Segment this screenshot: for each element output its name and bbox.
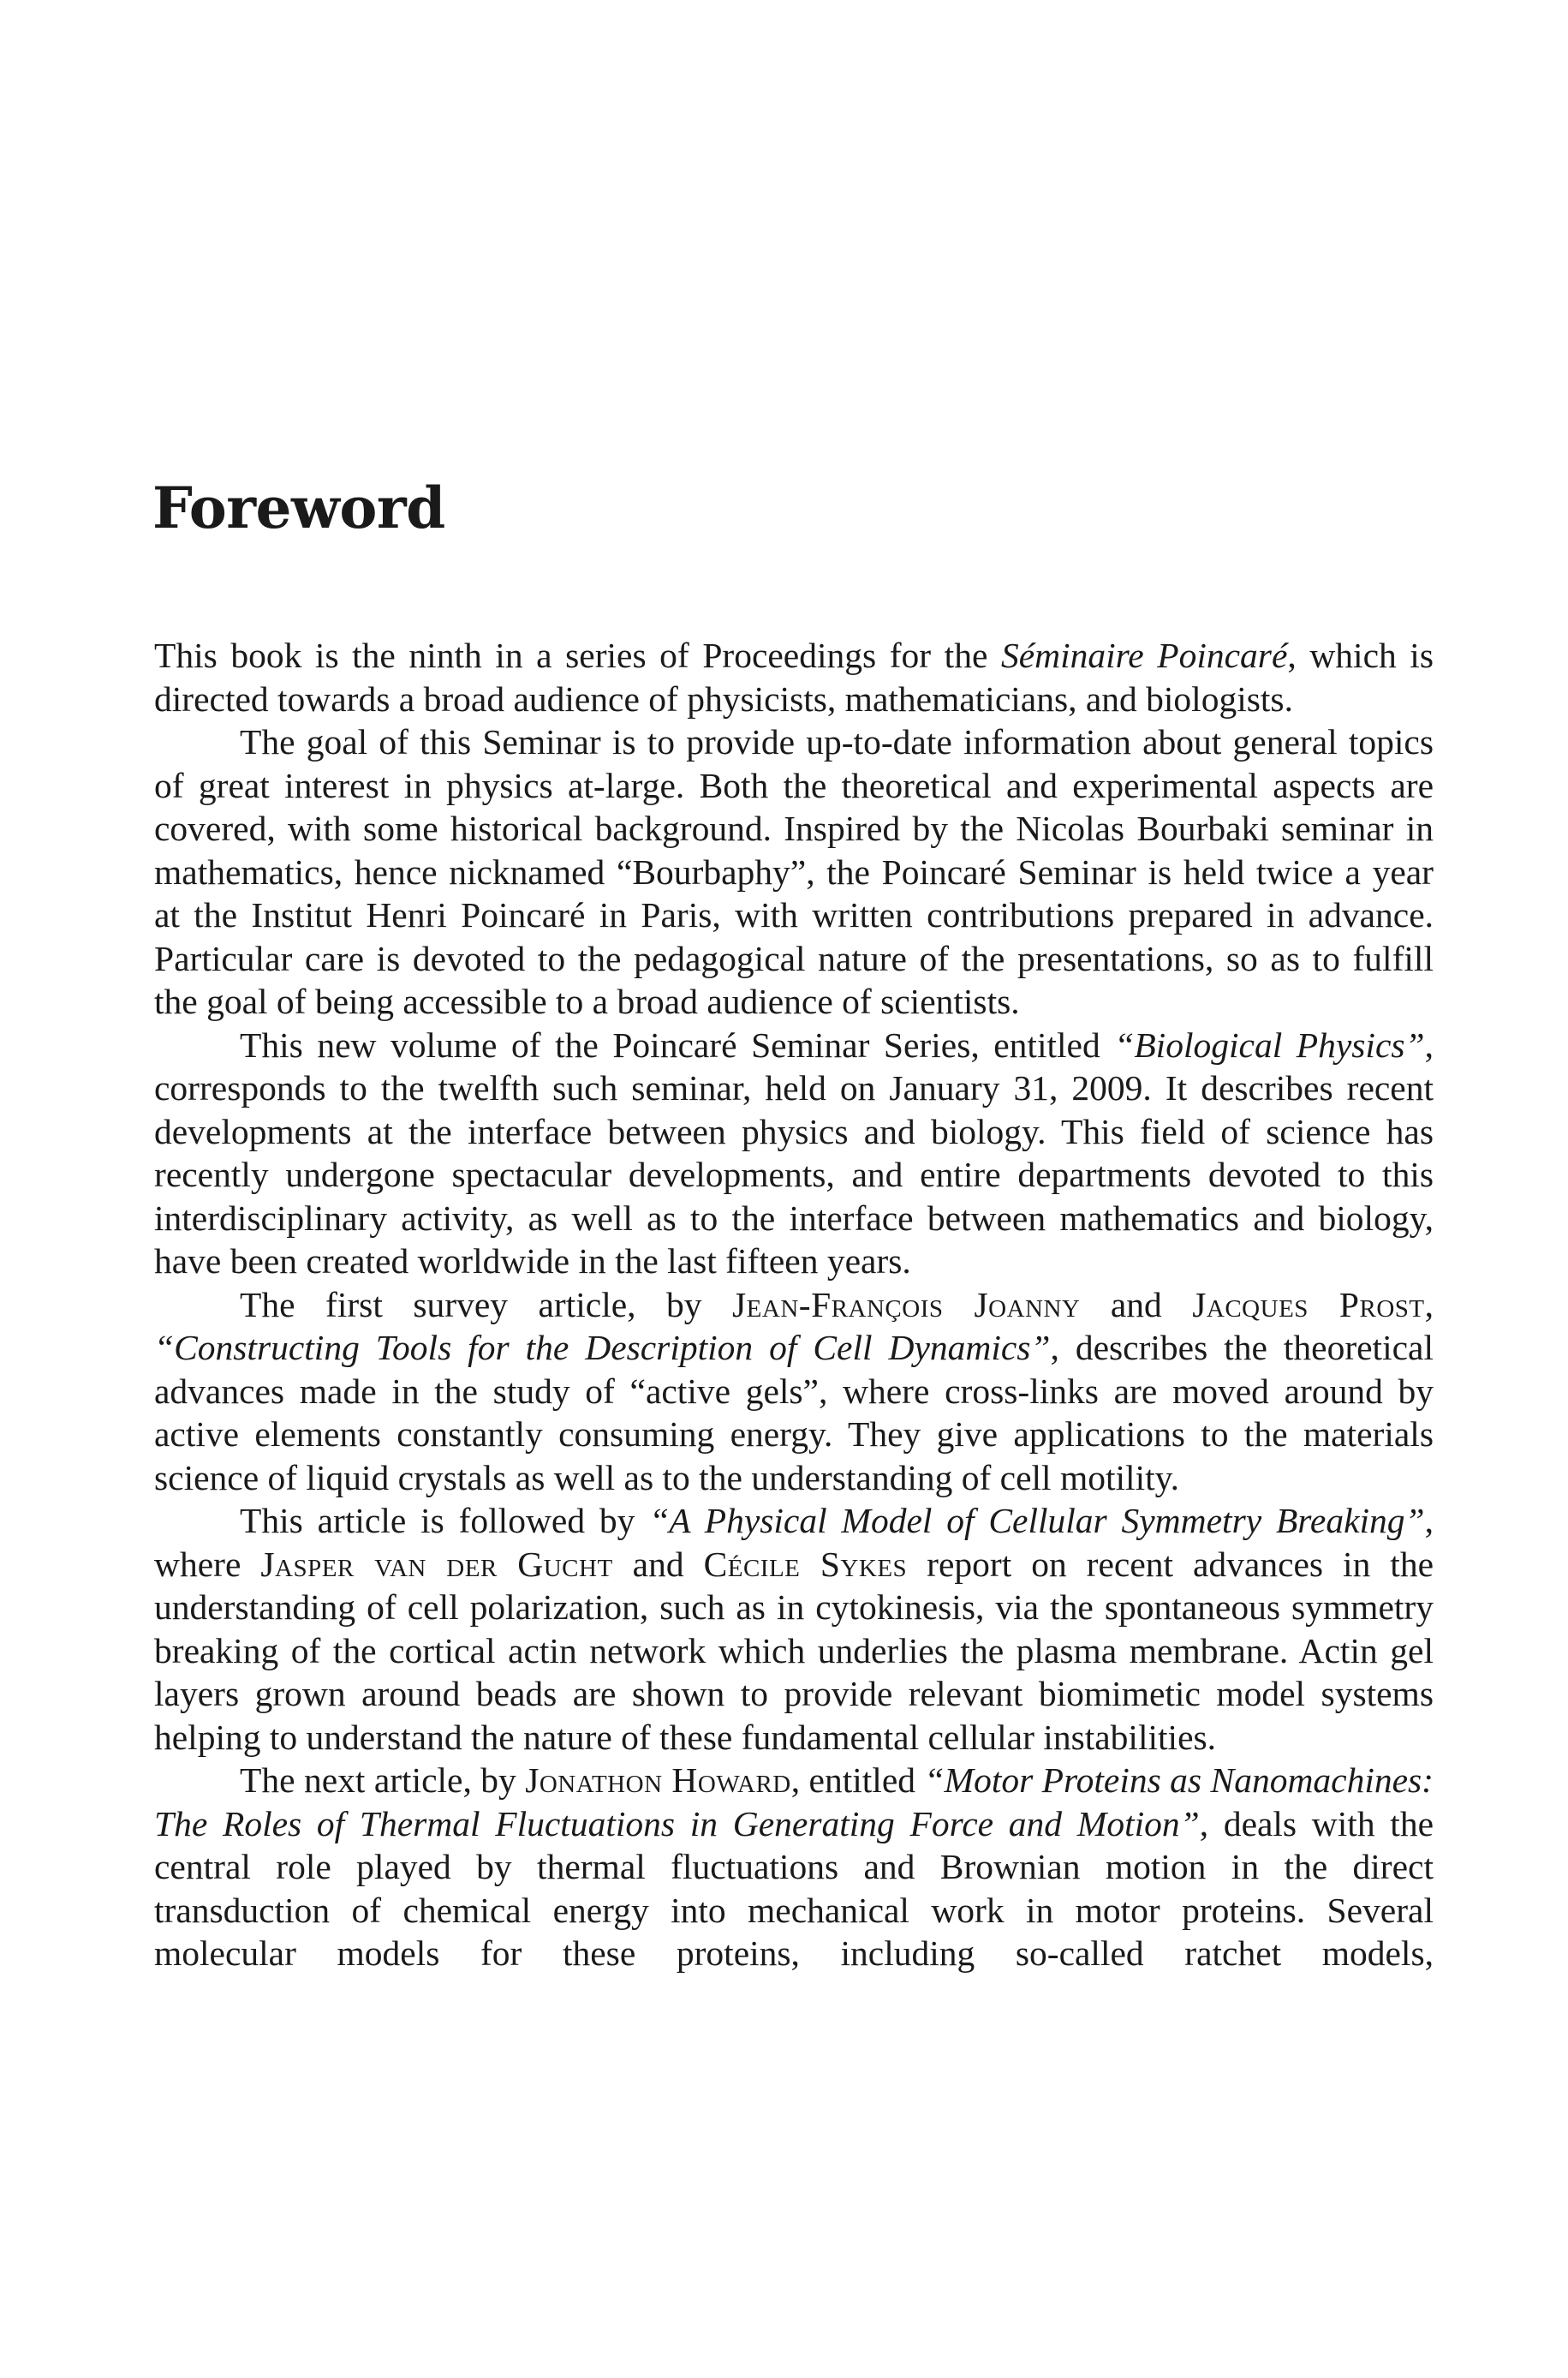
p5-text-3: and: [612, 1544, 704, 1584]
p6-text-1: The next article, by: [240, 1760, 526, 1800]
p5-text-1: This article is followed by: [240, 1501, 650, 1540]
p4-text-2: and: [1080, 1284, 1193, 1324]
p3-volume-title: “Biological Physics”: [1114, 1025, 1425, 1065]
p4-text-3: ,: [1424, 1284, 1434, 1324]
p5-article-title: “A Physical Model of Cellular Symmetry Breaking”: [649, 1501, 1425, 1540]
p3-text-2: , corresponds to the twelfth such seminar, held on January 31, 2009. It describes recent developments at the interface between physics and biology. This field of science has recently undergone spectacular developments, and entire departments devoted to this interdisciplinary activity, as well as to the interface between mathematics and biology, have been created worldwide in the last fifteen years.: [154, 1025, 1434, 1281]
p6-article-title: “Motor Proteins as Nanomachines: The Roles of Thermal Fluctuations in Generating Force and Motion”: [154, 1760, 1434, 1843]
p4-author-2: Jacques Prost: [1192, 1284, 1425, 1324]
paragraph-6: [154, 1759, 1434, 1975]
paragraph-2: [154, 720, 1434, 1024]
foreword-body: [154, 634, 1434, 1975]
p1-seminar-name: Séminaire Poincaré: [1000, 636, 1288, 675]
p4-author-1: Jean-François Joanny: [732, 1284, 1081, 1324]
p6-author-1: Jonathon Howard: [525, 1760, 791, 1800]
p5-text-4: report on recent advances in the understanding of cell polarization, such as in cytokinesis, via the spontaneous symmetry breaking of the cortical actin network which underlies the plasma membrane. Actin gel layers grown around beads are shown to provide relevant biomimetic model systems helping to understand the nature of these fundamental cellular instabilities.: [154, 1544, 1434, 1757]
p5-author-1: Jasper van der Gucht: [260, 1544, 613, 1584]
paragraph-3: [154, 1024, 1434, 1283]
p5-text-2: , where: [154, 1501, 1434, 1584]
p4-text-4: , describes the theoretical advances made in the study of “active gels”, where cross-links are moved around by active elements constantly consuming energy. They give applications to the materials science of liquid crystals as well as to the understanding of cell motility.: [154, 1328, 1434, 1497]
p2-text-1: The goal of this Seminar is to provide up-to-date information about general topics of great interest in physics at-large. Both the theoretical and experimental aspects are covered, with some historical background. Inspired by the Nicolas Bourbaki seminar in mathematics, hence nicknamed “Bourbaphy”, the Poincaré Seminar is held twice a year at the Institut Henri Poincaré in Paris, with written contributions prepared in advance. Particular care is devoted to the pedagogical nature of the presentations, so as to fulfill the goal of being accessible to a broad audience of scientists.: [154, 722, 1434, 1021]
p5-author-2: Cécile Sykes: [703, 1544, 908, 1584]
p4-article-title: “Constructing Tools for the Description of Cell Dynamics”: [154, 1328, 1051, 1367]
p3-text-1: This new volume of the Poincaré Seminar Series, entitled: [240, 1025, 1115, 1065]
p1-text-2: , which is directed towards a broad audience of physicists, mathematicians, and biologists.: [154, 636, 1434, 719]
paragraph-4: [154, 1283, 1434, 1500]
paragraph-1: [154, 634, 1434, 720]
p6-text-2: , entitled: [790, 1760, 925, 1800]
paragraph-5: [154, 1499, 1434, 1759]
p1-text-1: This book is the ninth in a series of Proceedings for the: [154, 636, 1001, 675]
p4-text-1: The first survey article, by: [240, 1284, 733, 1324]
chapter-title: Foreword: [152, 475, 445, 541]
p6-text-3: , deals with the central role played by thermal fluctuations and Brownian motion in the direct transduction of chemical energy into mechanical work in motor proteins. Several molecular models for these proteins, including so-called ratchet models,: [154, 1803, 1434, 1973]
